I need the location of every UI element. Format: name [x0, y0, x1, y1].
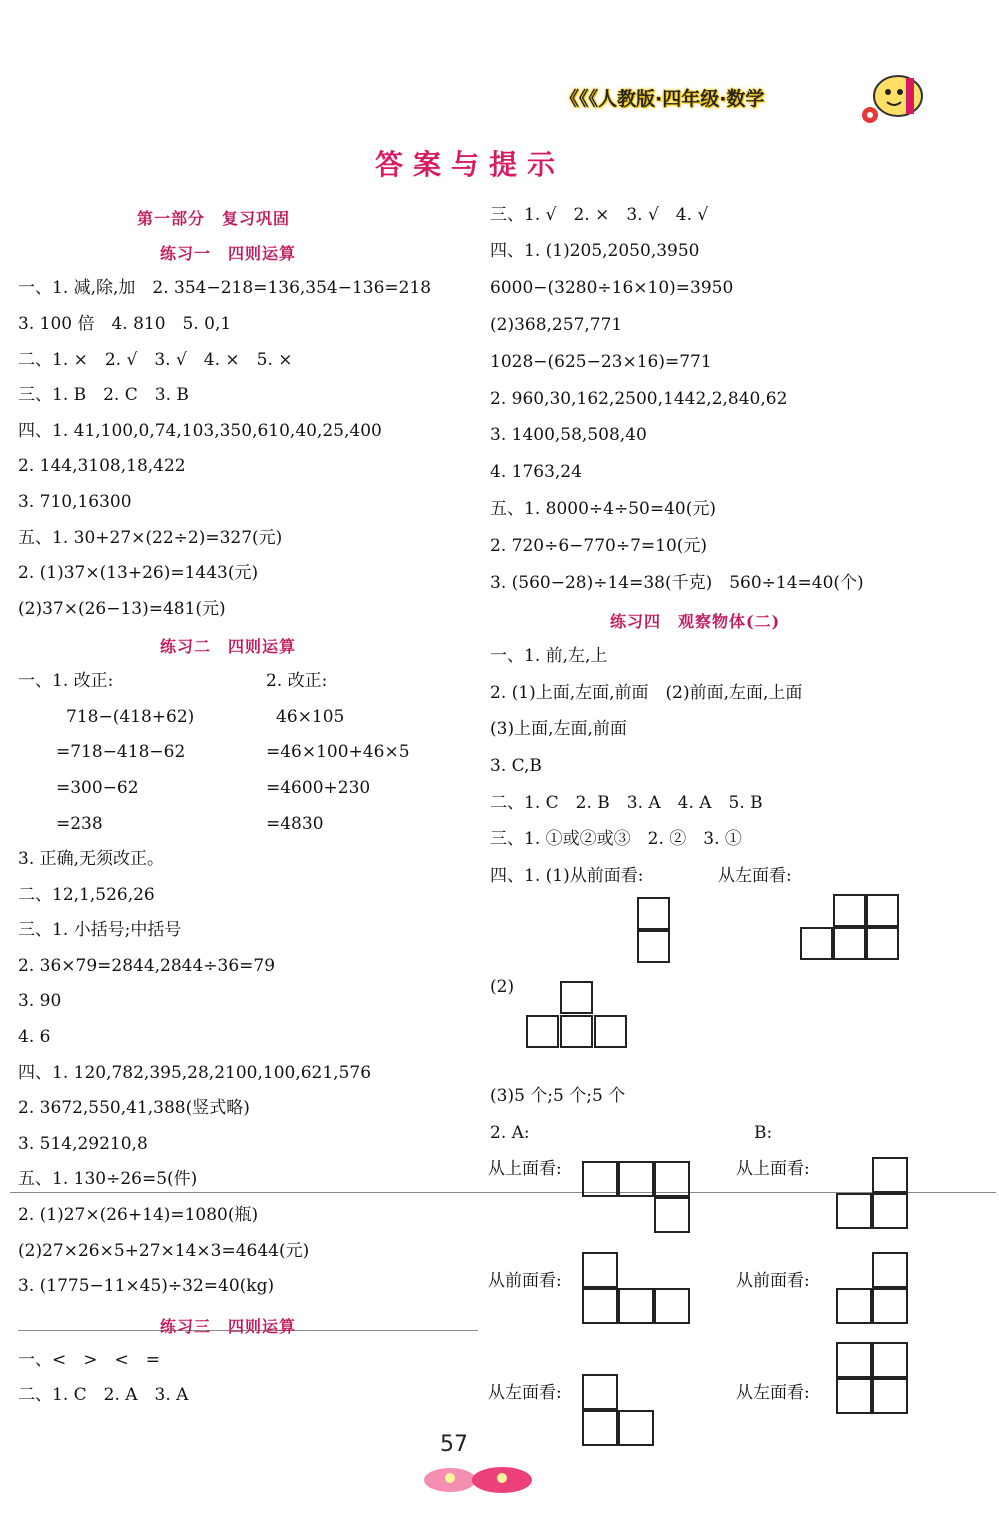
answer-line: (2)	[490, 977, 515, 997]
view-label: 从上面看:	[736, 1159, 810, 1179]
answer-line: 2. 改正:	[266, 671, 328, 691]
answer-line: 四、1. (1)从前面看:	[490, 866, 644, 886]
answer-line: 二、1. × 2. √ 3. √ 4. × 5. ×	[18, 350, 293, 370]
answer-line: =718−418−62	[56, 742, 186, 762]
bee-icon	[860, 60, 930, 130]
answer-line: 3. (560−28)÷14=38(千克) 560÷14=40(个)	[490, 573, 864, 593]
answer-line: 3. C,B	[490, 756, 542, 776]
answer-line: =238	[56, 814, 103, 834]
answer-line: B:	[754, 1123, 773, 1143]
page-number: 57	[440, 1432, 468, 1457]
answer-line: 五、1. 30+27×(22÷2)=327(元)	[18, 528, 283, 548]
answer-line: 五、1. 8000÷4÷50=40(元)	[490, 499, 716, 519]
answer-line: 五、1. 130÷26=5(件)	[18, 1169, 198, 1189]
section-heading: 练习三 四则运算	[160, 1317, 297, 1336]
answer-line: (2)368,257,771	[490, 315, 623, 335]
answer-line: =300−62	[56, 778, 139, 798]
answer-line: 二、1. C 2. A 3. A	[18, 1385, 189, 1405]
answer-line: 2. 36×79=2844,2844÷36=79	[18, 956, 276, 976]
section-heading: 练习一 四则运算	[160, 244, 297, 263]
answer-line: (3)上面,左面,前面	[490, 719, 627, 739]
flower-decoration-icon	[420, 1458, 540, 1498]
answer-line: 二、1. C 2. B 3. A 4. A 5. B	[490, 793, 763, 813]
answer-line: 三、1. 小括号;中括号	[18, 920, 182, 940]
answer-line: 2. (1)上面,左面,前面 (2)前面,左面,上面	[490, 683, 803, 703]
view-label: 从左面看:	[488, 1383, 562, 1403]
answer-line: (2)27×26×5+27×14×3=4644(元)	[18, 1241, 310, 1261]
section-heading: 第一部分 复习巩固	[137, 209, 291, 228]
answer-line: 四、1. 120,782,395,28,2100,100,621,576	[18, 1063, 372, 1083]
answer-line: 一、1. 减,除,加 2. 354−218=136,354−136=218	[18, 278, 432, 298]
page-title: 答案与提示	[374, 148, 565, 181]
answer-line: 四、1. (1)205,2050,3950	[490, 241, 700, 261]
view-label: 从上面看:	[488, 1159, 562, 1179]
answer-line: 4. 1763,24	[490, 462, 582, 482]
answer-line: 718−(418+62)	[66, 707, 195, 727]
answer-line: 3. 710,16300	[18, 492, 132, 512]
answer-line: 一、< > < =	[18, 1350, 160, 1370]
answer-line: 2. 960,30,162,2500,1442,2,840,62	[490, 389, 788, 409]
answer-line: 4. 6	[18, 1027, 51, 1047]
header-band: 《《《人教版·四年级·数学	[560, 88, 765, 110]
answer-line: 3. 1400,58,508,40	[490, 425, 647, 445]
answer-line: =4600+230	[266, 778, 371, 798]
answer-line: 三、1. √ 2. × 3. √ 4. √	[490, 205, 709, 225]
view-label: 从前面看:	[736, 1271, 810, 1291]
answer-line: 2. (1)37×(13+26)=1443(元)	[18, 563, 259, 583]
answer-line: 一、1. 前,左,上	[490, 646, 608, 666]
answer-line: 四、1. 41,100,0,74,103,350,610,40,25,400	[18, 421, 382, 441]
answer-line: 6000−(3280÷16×10)=3950	[490, 278, 734, 298]
answer-line: (2)37×(26−13)=481(元)	[18, 599, 226, 619]
answer-line: =46×100+46×5	[266, 742, 410, 762]
answer-line: 从左面看:	[718, 866, 792, 886]
answer-line: (3)5 个;5 个;5 个	[490, 1086, 626, 1106]
answer-line: =4830	[266, 814, 324, 834]
answer-line: 2. (1)27×(26+14)=1080(瓶)	[18, 1205, 259, 1225]
answer-line: 3. (1775−11×45)÷32=40(kg)	[18, 1276, 275, 1296]
answer-line: 一、1. 改正:	[18, 671, 114, 691]
view-label: 从前面看:	[488, 1271, 562, 1291]
section-heading: 练习二 四则运算	[160, 637, 297, 656]
answer-line: 2. 720÷6−770÷7=10(元)	[490, 536, 708, 556]
answer-line: 三、1. B 2. C 3. B	[18, 385, 189, 405]
answer-line: 1028−(625−23×16)=771	[490, 352, 712, 372]
answer-line: 2. 144,3108,18,422	[18, 456, 186, 476]
section-heading: 练习四 观察物体(二)	[610, 612, 781, 631]
answer-line: 2. 3672,550,41,388(竖式略)	[18, 1098, 250, 1118]
answer-line: 二、12,1,526,26	[18, 885, 155, 905]
answer-line: 三、1. ①或②或③ 2. ② 3. ①	[490, 829, 742, 849]
answer-line: 3. 正确,无须改正。	[18, 849, 165, 869]
answer-line: 3. 100 倍 4. 810 5. 0,1	[18, 314, 232, 334]
answer-line: 3. 90	[18, 991, 62, 1011]
view-label: 从左面看:	[736, 1383, 810, 1403]
answer-line: 46×105	[276, 707, 345, 727]
answer-line: 3. 514,29210,8	[18, 1134, 148, 1154]
answer-line: 2. A:	[490, 1123, 530, 1143]
